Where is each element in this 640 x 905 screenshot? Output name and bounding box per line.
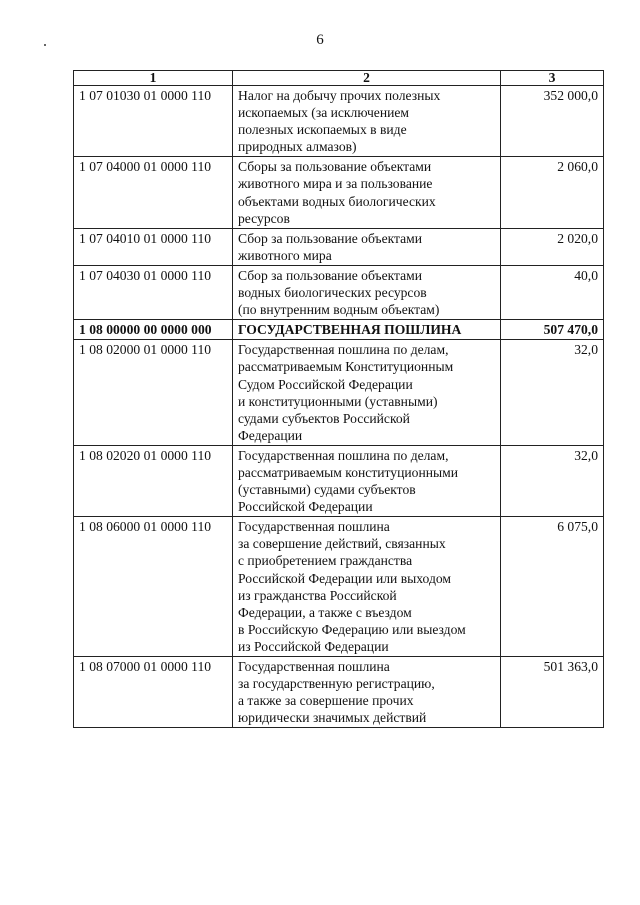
row-amount: 501 363,0	[501, 657, 604, 728]
row-amount: 507 470,0	[501, 320, 604, 340]
row-amount: 40,0	[501, 265, 604, 319]
header-col-1: 1	[74, 71, 233, 86]
row-name: Сбор за пользование объектами животного мира	[233, 228, 501, 265]
row-code: 1 08 06000 01 0000 110	[74, 517, 233, 657]
row-amount: 2 060,0	[501, 157, 604, 228]
table-header-row	[74, 71, 604, 86]
row-name: Государственная пошлина по делам, рассматриваемым конституционными (уставными) судами субъектов Российской Федерации	[233, 445, 501, 516]
table-row	[74, 445, 604, 516]
row-amount: 2 020,0	[501, 228, 604, 265]
row-code: 1 07 01030 01 0000 110	[74, 86, 233, 157]
row-code: 1 07 04010 01 0000 110	[74, 228, 233, 265]
row-amount: 32,0	[501, 445, 604, 516]
row-name: Сбор за пользование объектами водных биологических ресурсов (по внутренним водным объектам)	[233, 265, 501, 319]
row-code: 1 08 07000 01 0000 110	[74, 657, 233, 728]
row-name: Государственная пошлина за государственную регистрацию, а также за совершение прочих юридически значимых действий	[233, 657, 501, 728]
row-amount: 32,0	[501, 340, 604, 446]
row-name: ГОСУДАРСТВЕННАЯ ПОШЛИНА	[233, 320, 501, 340]
row-code: 1 08 02000 01 0000 110	[74, 340, 233, 446]
page-number: 6	[316, 32, 324, 48]
table-row	[74, 157, 604, 228]
row-code: 1 07 04000 01 0000 110	[74, 157, 233, 228]
table-row	[74, 228, 604, 265]
table-row	[74, 320, 604, 340]
row-code: 1 08 02020 01 0000 110	[74, 445, 233, 516]
table-row	[74, 340, 604, 446]
scan-speck	[44, 44, 46, 46]
row-code: 1 08 00000 00 0000 000	[74, 320, 233, 340]
table-row	[74, 517, 604, 657]
table-row	[74, 86, 604, 157]
table-row	[74, 657, 604, 728]
row-name: Государственная пошлина по делам, рассматриваемым Конституционным Судом Российской Федерации и конституционными (уставными) судами субъектов Российской Федерации	[233, 340, 501, 446]
row-name: Сборы за пользование объектами животного мира и за пользование объектами водных биологических ресурсов	[233, 157, 501, 228]
row-name: Налог на добычу прочих полезных ископаемых (за исключением полезных ископаемых в виде природных алмазов)	[233, 86, 501, 157]
row-code: 1 07 04030 01 0000 110	[74, 265, 233, 319]
table-row	[74, 265, 604, 319]
header-col-2: 2	[233, 71, 501, 86]
budget-table	[73, 70, 604, 728]
row-amount: 352 000,0	[501, 86, 604, 157]
row-amount: 6 075,0	[501, 517, 604, 657]
row-name: Государственная пошлина за совершение действий, связанных с приобретением гражданства Российской Федерации или выходом из гражданства Российской Федерации, а также с въездом в Российскую Федерацию или выездом из Российской Федерации	[233, 517, 501, 657]
header-col-3: 3	[501, 71, 604, 86]
